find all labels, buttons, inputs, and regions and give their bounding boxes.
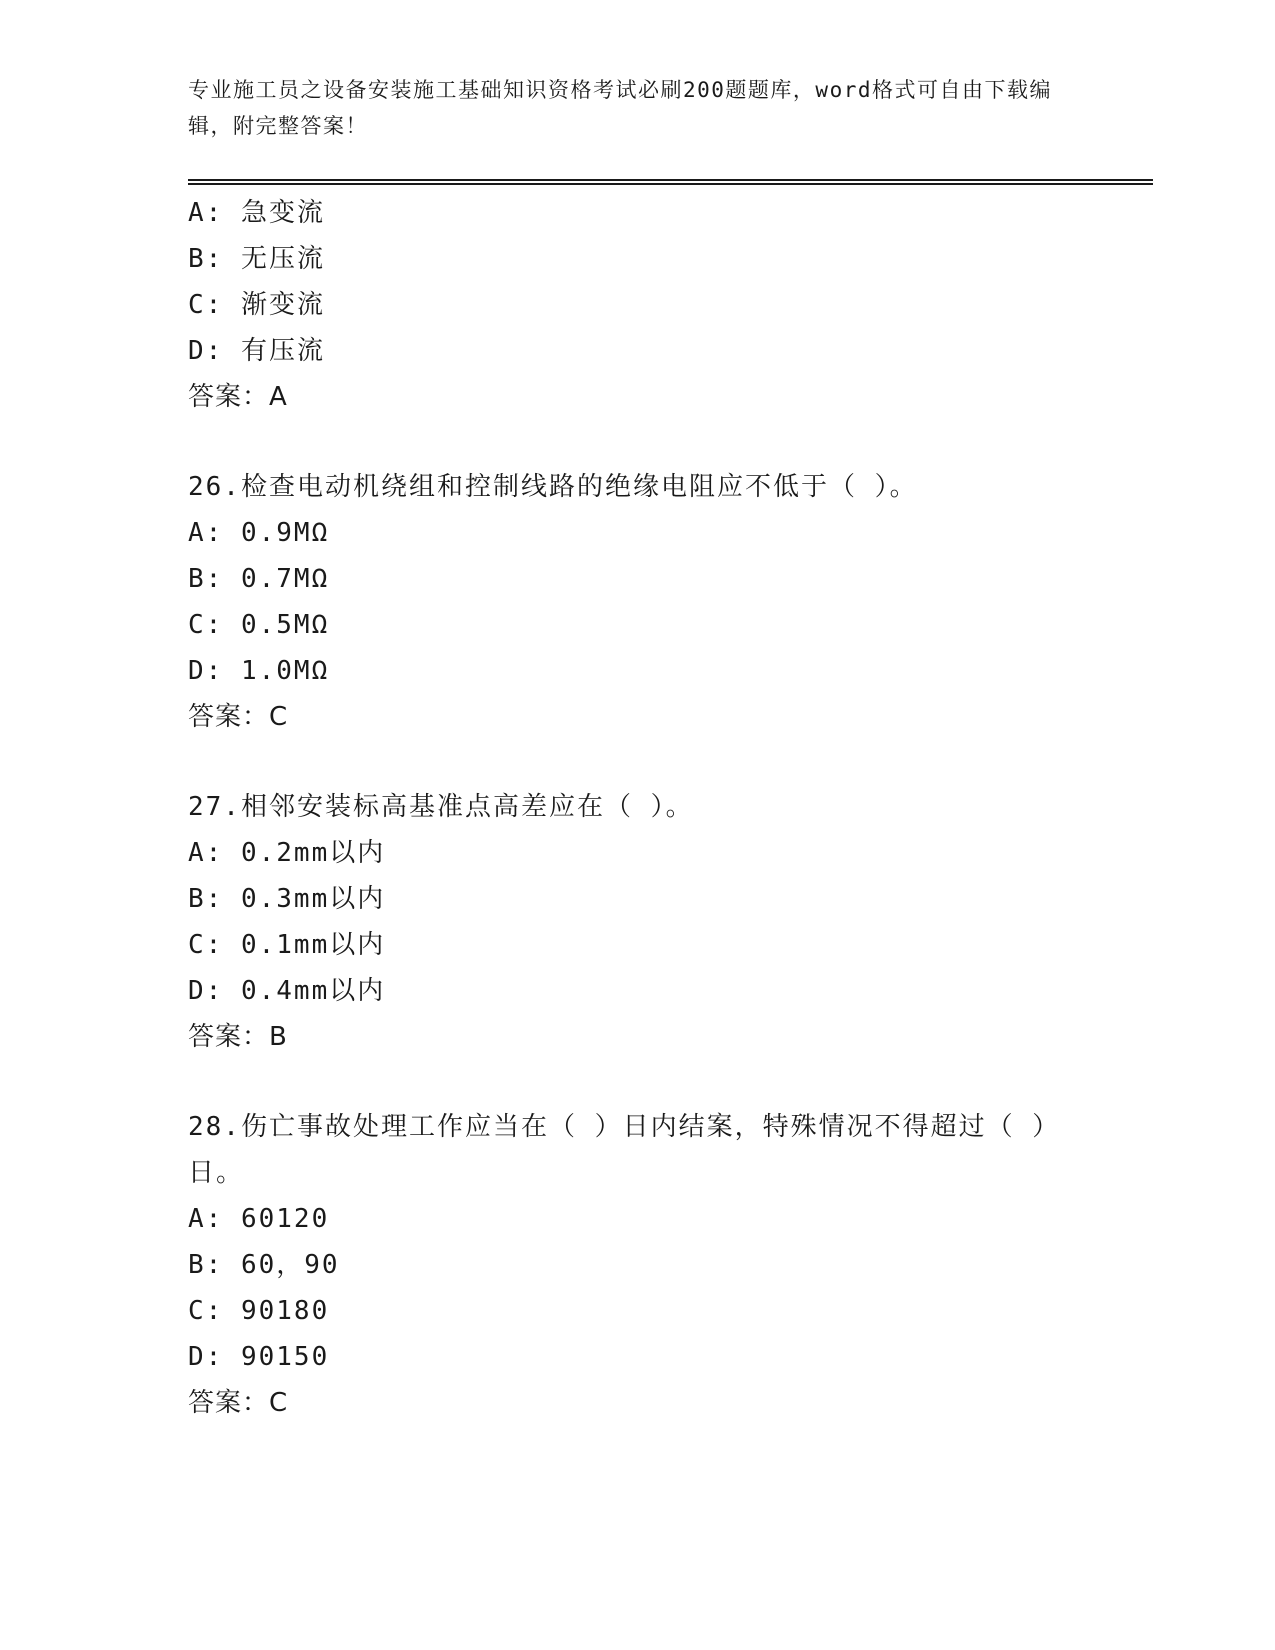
spacer	[188, 740, 1088, 784]
question-text: 26.检查电动机绕组和控制线路的绝缘电阻应不低于（ ）。	[188, 472, 918, 502]
option-d: D: 90150	[188, 1342, 330, 1372]
option-c: C: 0.1mm以内	[188, 930, 386, 960]
option-a: A: 0.9MΩ	[188, 518, 330, 548]
spacer	[188, 1060, 1088, 1104]
question-block	[188, 1104, 1088, 1426]
question-text: 27.相邻安装标高基准点高差应在（ ）。	[188, 792, 694, 822]
answer-text: 答案：C	[188, 702, 289, 732]
option-c: C: 0.5MΩ	[188, 610, 330, 640]
option-b: B: 无压流	[188, 244, 325, 274]
option-b: B: 0.3mm以内	[188, 884, 386, 914]
answer-text: 答案：C	[188, 1388, 289, 1418]
option-c: C: 渐变流	[188, 290, 325, 320]
option-c: C: 90180	[188, 1296, 330, 1326]
document-header: 专业施工员之设备安装施工基础知识资格考试必刷200题题库，word格式可自由下载编辑，附完整答案！	[188, 78, 1052, 138]
question-block	[188, 190, 1088, 420]
answer-text: 答案：A	[188, 382, 288, 412]
option-b: B: 0.7MΩ	[188, 564, 330, 594]
option-d: D: 1.0MΩ	[188, 656, 330, 686]
option-d: D: 0.4mm以内	[188, 976, 386, 1006]
option-a: A: 60120	[188, 1204, 330, 1234]
question-text: 28.伤亡事故处理工作应当在（ ）日内结案，特殊情况不得超过（ ）日。	[188, 1112, 1048, 1188]
spacer	[188, 420, 1088, 464]
answer-text: 答案：B	[188, 1022, 288, 1052]
header-rule-top	[188, 179, 1153, 181]
option-a: A: 急变流	[188, 198, 325, 228]
question-list	[188, 190, 1088, 1426]
header-rule-bottom	[188, 183, 1153, 185]
option-a: A: 0.2mm以内	[188, 838, 386, 868]
question-block	[188, 784, 1088, 1060]
question-block	[188, 464, 1088, 740]
option-b: B: 60，90	[188, 1250, 340, 1280]
option-d: D: 有压流	[188, 336, 325, 366]
